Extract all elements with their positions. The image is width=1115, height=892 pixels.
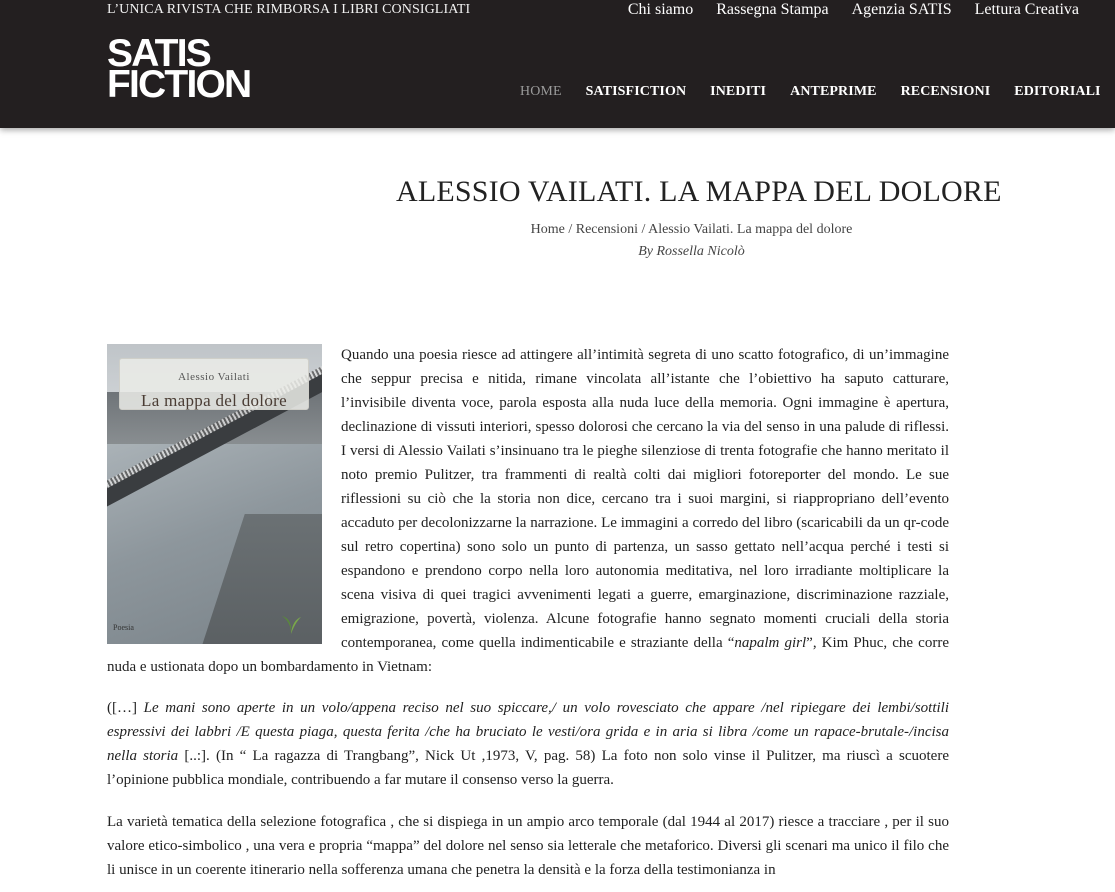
site-header: [0, 0, 1115, 128]
main-nav-editoriali[interactable]: EDITORIALI: [1014, 84, 1101, 99]
article-quote-paragraph: ([…] Le mani sono aperte in un volo/appena reciso nel suo spiccare,/ un volo rovesciato che appare /nel ripiegare dei lembi/sottili espressivi dei labbri /E questa piaga, questa ferita /che ha bruciato le vesti/ora grida e in aria si libra /come un rapace-brutale-/incisa nella storia [..:]. (In “ La ragazza di Trangbang”, Nick Ut ,1973, V, pag. 58) La foto non solo vinse il Pulitzer, ma riuscì a scuotere l’opinione pubblica mondiale, contribuendo a far mutare il consenso verso la guerra.: [107, 700, 949, 788]
cover-series: Poesia: [113, 623, 134, 632]
page-title: ALESSIO VAILATI. LA MAPPA DEL DOLORE: [396, 175, 1002, 208]
article-paragraph-3: La varietà tematica della selezione fotografica , che si dispiega in un ampio arco temporale (dal 1944 al 2017) riesce a tracciare , per il suo valore etico-simbolico , una vera e propria “mappa” del dolore nel senso sia letterale che metaforico. Diversi gli scenari ma unico il filo che li unisce in un coerente itinerario nella sofferenza umana che penetra la densità e la forza della testimonianza in: [107, 814, 949, 878]
site-logo[interactable]: [107, 32, 259, 106]
main-nav-recensioni[interactable]: RECENSIONI: [900, 84, 991, 99]
breadcrumb-current: Alessio Vailati. La mappa del dolore: [648, 222, 853, 237]
breadcrumb-home[interactable]: Home: [530, 222, 565, 237]
logo-line-1: SATIS: [107, 32, 210, 75]
top-nav-chi-siamo[interactable]: Chi siamo: [627, 1, 694, 18]
breadcrumb-separator: /: [564, 222, 576, 237]
main-nav: [520, 84, 1115, 100]
main-nav-satisfiction[interactable]: SATISFICTION: [585, 84, 687, 99]
logo-line-2: FICTION: [107, 63, 251, 106]
site-tagline: L’UNICA RIVISTA CHE RIMBORSA I LIBRI CONSIGLIATI: [107, 2, 471, 17]
article-body: [107, 343, 949, 892]
article-byline: By Rossella Nicolò: [638, 244, 745, 259]
main-nav-inediti[interactable]: INEDITI: [710, 84, 767, 99]
cover-title: La mappa del dolore: [141, 391, 287, 410]
top-nav-rassegna-stampa[interactable]: Rassegna Stampa: [716, 1, 829, 18]
top-nav: [628, 1, 1079, 19]
top-nav-lettura-creativa[interactable]: Lettura Creativa: [974, 1, 1079, 18]
publisher-leaf-icon: [278, 610, 304, 636]
book-cover-image: [107, 344, 322, 644]
article-paragraph-1: Quando una poesia riesce ad attingere all’intimità segreta di uno scatto fotografico, di un’immagine che seppur precisa e nitida, rimane vincolata all’istante che l’obiettivo ha saputo catturare, l’invisibile diventa voce, parola esposta alla nuda luce della memoria. Ogni immagine è apertura, declinazione di vissuti interiori, spesso dolorosi che cercano la via del senso in una palude di riflessi. I versi di Alessio Vailati s’insinuano tra le pieghe silenziose di trenta fotografie che hanno meritato il noto premio Pulitzer, tra frammenti di realtà colti dai migliori fotoreporter del mondo. Le sue riflessioni su ciò che la storia non dice, cercano tra i suoi margini, si riappropriano dell’evento accaduto per decolonizzarne la narrazione. Le immagini a corredo del libro (scaricabili da un qr-code sul retro copertina) sono solo un punto di partenza, un sasso gettato nell’acqua perché i testi si espandono e prendono corpo nella loro autonomia meditativa, nel loro irradiante moltiplicare la scena visiva di quei tragici avvenimenti legati a guerre, emarginazione, discriminazione razziale, emigrazione, povertà, violenza. Alcune fotografie hanno segnato momenti cruciali della storia contemporanea, come quella indimenticabile e straziante della “napalm girl”, Kim Phuc, che corre nuda e ustionata dopo un bombardamento in Vietnam:: [107, 347, 949, 675]
top-nav-agenzia-satis[interactable]: Agenzia SATIS: [851, 1, 952, 18]
main-nav-anteprime[interactable]: ANTEPRIME: [790, 84, 877, 99]
breadcrumb-recensioni[interactable]: Recensioni: [575, 222, 638, 237]
breadcrumb-separator: /: [637, 222, 649, 237]
breadcrumb: [0, 222, 1115, 238]
cover-label: [119, 358, 309, 410]
cover-author: Alessio Vailati: [178, 371, 250, 383]
main-nav-home[interactable]: HOME: [520, 84, 562, 99]
